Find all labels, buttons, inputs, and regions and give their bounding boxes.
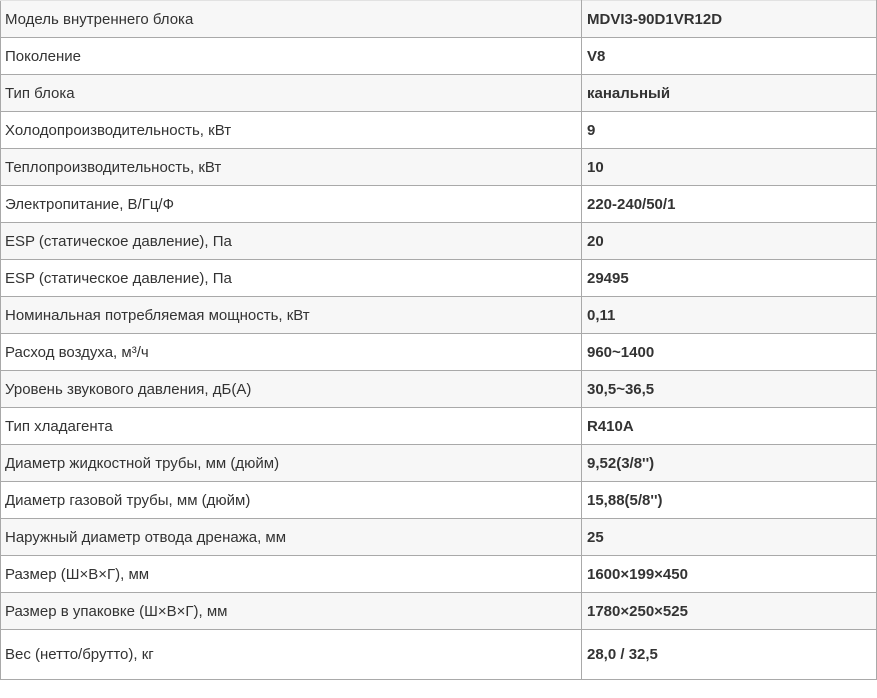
spec-row-sound-pressure xyxy=(1,371,877,408)
spec-label: Расход воздуха, м³/ч xyxy=(1,334,582,371)
spec-value: 25 xyxy=(582,519,877,556)
spec-value: канальный xyxy=(582,75,877,112)
spec-value: 9,52(3/8'') xyxy=(582,445,877,482)
spec-label: Вес (нетто/брутто), кг xyxy=(1,630,582,680)
spec-row-package-dimensions xyxy=(1,593,877,630)
spec-row-cooling-capacity xyxy=(1,112,877,149)
spec-value: 29495 xyxy=(582,260,877,297)
spec-label: Теплопроизводительность, кВт xyxy=(1,149,582,186)
spec-label: Наружный диаметр отвода дренажа, мм xyxy=(1,519,582,556)
spec-value: 1600×199×450 xyxy=(582,556,877,593)
spec-value: 9 xyxy=(582,112,877,149)
specifications-table-body xyxy=(1,1,877,680)
spec-row-unit-type xyxy=(1,75,877,112)
spec-row-weight xyxy=(1,630,877,680)
spec-label: Тип блока xyxy=(1,75,582,112)
spec-value: 220-240/50/1 xyxy=(582,186,877,223)
spec-row-air-flow xyxy=(1,334,877,371)
spec-value: 1780×250×525 xyxy=(582,593,877,630)
spec-row-generation xyxy=(1,38,877,75)
spec-value: R410A xyxy=(582,408,877,445)
spec-label: Холодопроизводительность, кВт xyxy=(1,112,582,149)
spec-row-dimensions xyxy=(1,556,877,593)
spec-value: 30,5~36,5 xyxy=(582,371,877,408)
spec-value: 10 xyxy=(582,149,877,186)
spec-row-liquid-pipe-diameter xyxy=(1,445,877,482)
spec-label: ESP (статическое давление), Па xyxy=(1,223,582,260)
spec-label: Модель внутреннего блока xyxy=(1,1,582,38)
spec-row-esp-2 xyxy=(1,260,877,297)
spec-row-gas-pipe-diameter xyxy=(1,482,877,519)
spec-label: Поколение xyxy=(1,38,582,75)
spec-value: 20 xyxy=(582,223,877,260)
spec-label: Уровень звукового давления, дБ(А) xyxy=(1,371,582,408)
spec-row-esp-1 xyxy=(1,223,877,260)
spec-row-rated-power-input xyxy=(1,297,877,334)
spec-label: Диаметр газовой трубы, мм (дюйм) xyxy=(1,482,582,519)
spec-label: Размер в упаковке (Ш×В×Г), мм xyxy=(1,593,582,630)
spec-value: 15,88(5/8'') xyxy=(582,482,877,519)
spec-value: 28,0 / 32,5 xyxy=(582,630,877,680)
spec-row-drain-pipe-diameter xyxy=(1,519,877,556)
spec-value: 0,11 xyxy=(582,297,877,334)
spec-label: Тип хладагента xyxy=(1,408,582,445)
spec-row-refrigerant-type xyxy=(1,408,877,445)
spec-value: MDVI3-90D1VR12D xyxy=(582,1,877,38)
spec-value: 960~1400 xyxy=(582,334,877,371)
spec-label: Диаметр жидкостной трубы, мм (дюйм) xyxy=(1,445,582,482)
spec-row-power-supply xyxy=(1,186,877,223)
spec-row-heating-capacity xyxy=(1,149,877,186)
spec-value: V8 xyxy=(582,38,877,75)
spec-label: Размер (Ш×В×Г), мм xyxy=(1,556,582,593)
spec-label: ESP (статическое давление), Па xyxy=(1,260,582,297)
spec-row-indoor-unit-model xyxy=(1,1,877,38)
spec-label: Номинальная потребляемая мощность, кВт xyxy=(1,297,582,334)
spec-label: Электропитание, В/Гц/Ф xyxy=(1,186,582,223)
